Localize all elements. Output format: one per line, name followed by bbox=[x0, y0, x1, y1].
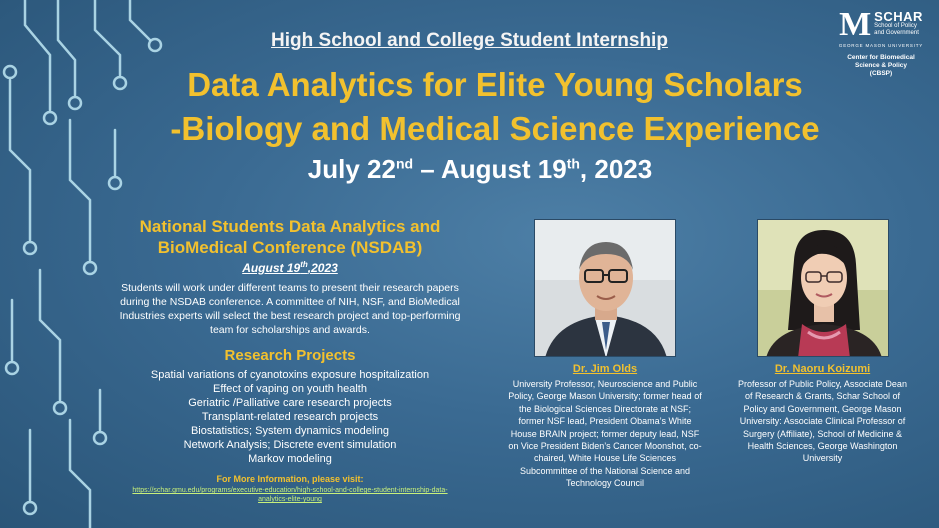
title-line-2: -Biology and Medical Science Experience bbox=[170, 110, 820, 147]
logo-university: GEORGE MASON UNIVERSITY bbox=[838, 43, 924, 48]
date-separator: – bbox=[413, 154, 442, 184]
conference-title-1: National Students Data Analytics and bbox=[139, 217, 441, 236]
center-name-1: Center for Biomedical bbox=[847, 54, 915, 61]
start-date: July 22 bbox=[307, 154, 396, 184]
conference-title-2: BioMedical Conference (NSDAB) bbox=[157, 238, 423, 257]
end-date-suffix: th bbox=[566, 155, 580, 172]
speaker-name-koizumi: Dr. Naoru Koizumi bbox=[774, 363, 871, 375]
list-item: Geriatric /Palliative care research projects bbox=[188, 397, 392, 409]
portrait-image bbox=[535, 220, 676, 357]
research-projects-title: Research Projects bbox=[224, 347, 356, 364]
title-line-1: Data Analytics for Elite Young Scholars bbox=[187, 66, 803, 103]
list-item: Spatial variations of cyanotoxins exposure hospitalization bbox=[150, 369, 430, 381]
end-date: August 19 bbox=[441, 154, 567, 184]
list-item: Effect of vaping on youth health bbox=[213, 383, 367, 395]
speaker-name-olds: Dr. Jim Olds bbox=[572, 363, 638, 375]
conference-date-suffix: th bbox=[300, 260, 308, 269]
more-info-label: For More Information, please visit: bbox=[216, 474, 364, 484]
program-dates bbox=[150, 154, 810, 185]
speaker-bio-koizumi: Professor of Public Policy, Associate Dean of Research & Grants, Schar School of Policy and Government, George Mason University: Associate Clinical Professor of Surgery (Affiliate), School of Medicine & Health Sciences, George Washington University bbox=[738, 379, 907, 464]
research-projects-list bbox=[95, 368, 485, 466]
start-date-suffix: nd bbox=[395, 155, 414, 172]
center-name-3: (CBSP) bbox=[869, 70, 893, 77]
conference-date-main: August 19 bbox=[242, 261, 301, 275]
portrait-image bbox=[758, 220, 889, 357]
program-link[interactable]: High School and College Student Internship bbox=[271, 30, 668, 51]
list-item: Biostatistics; System dynamics modeling bbox=[190, 425, 390, 437]
more-info-link[interactable]: https://schar.gmu.edu/programs/executive-education/high-school-and-college-student-internship-data-analytics-elite-young bbox=[132, 487, 448, 503]
speaker-photo-olds bbox=[534, 219, 676, 357]
list-item: Network Analysis; Discrete event simulation bbox=[183, 439, 397, 451]
logo-sub-1: School of Policy bbox=[874, 23, 917, 29]
logo-name: SCHAR bbox=[874, 9, 923, 24]
center-name-2: Science & Policy bbox=[854, 62, 908, 69]
speaker-bio-olds: University Professor, Neuroscience and Public Policy, George Mason University; former head of the Biological Sciences Directorate at NSF; former NSF lead, President Obama’s White House BRAIN project; former deputy lead, NSF on Vice President Biden’s Cancer Moonshot, co-chaired, White House Life Sciences Subcommittee of the National Science and Technology Council bbox=[508, 379, 702, 489]
speaker-card-olds bbox=[505, 219, 705, 490]
list-item: Transplant-related research projects bbox=[201, 411, 379, 423]
speaker-card-koizumi bbox=[735, 219, 910, 465]
list-item: Markov modeling bbox=[248, 453, 332, 465]
date-year: , 2023 bbox=[579, 154, 653, 184]
logo-sub-2: and Government bbox=[874, 30, 919, 36]
conference-date-year: ,2023 bbox=[307, 261, 338, 275]
speaker-photo-koizumi bbox=[757, 219, 889, 357]
conference-date bbox=[95, 260, 485, 275]
page-title bbox=[150, 63, 840, 151]
conference-description: Students will work under different teams to present their research papers during the NSDAB conference. A committee of NIH, NSF, and BioMedical Industries experts will select the best research project and top-performing team for scholarships and awards. bbox=[119, 282, 461, 336]
logo-mark: M bbox=[839, 6, 872, 43]
conference-section bbox=[95, 216, 485, 504]
